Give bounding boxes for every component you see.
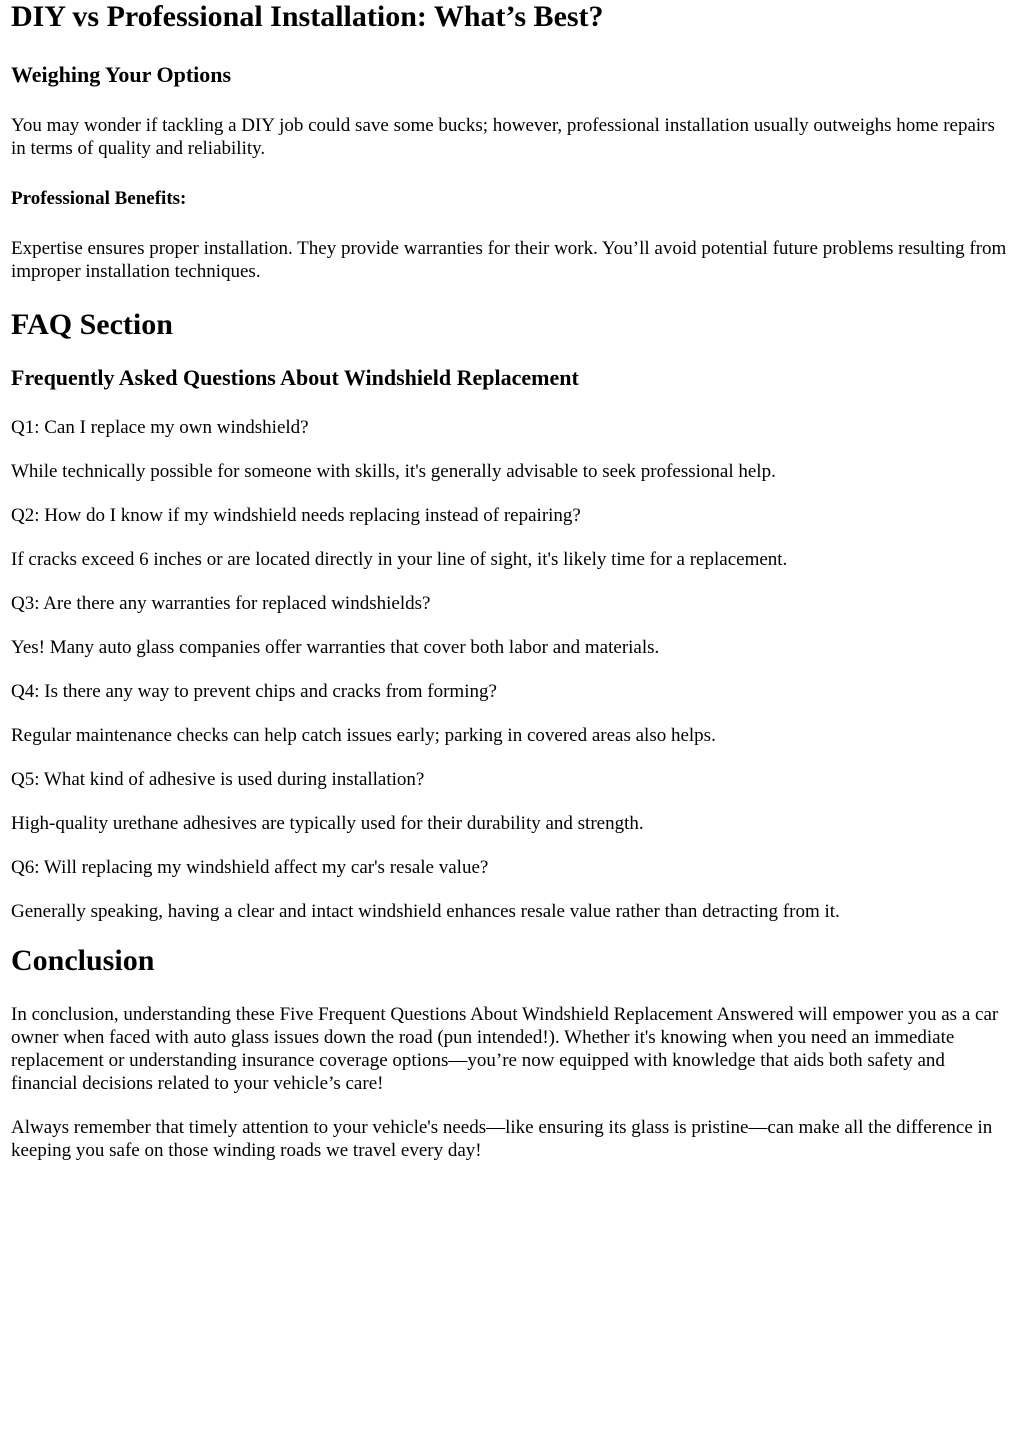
- faq-question: Q1: Can I replace my own windshield?: [11, 417, 309, 438]
- faq-answer: While technically possible for someone with skills, it's generally advisable to seek professional help.: [11, 461, 776, 482]
- faq-answer: Yes! Many auto glass companies offer warranties that cover both labor and materials.: [11, 637, 660, 658]
- faq-list: [11, 416, 1013, 923]
- faq-answer: Generally speaking, having a clear and intact windshield enhances resale value rather than detracting from it.: [11, 901, 840, 922]
- section-title-faq: FAQ Section: [11, 308, 173, 341]
- paragraph-diy-intro: You may wonder if tackling a DIY job could save some bucks; however, professional installation usually outweighs home repairs in terms of quality and reliability.: [11, 115, 995, 159]
- faq-question: Q2: How do I know if my windshield needs replacing instead of repairing?: [11, 505, 581, 526]
- section-title-conclusion: Conclusion: [11, 944, 155, 977]
- faq-answer: High-quality urethane adhesives are typically used for their durability and strength.: [11, 813, 644, 834]
- faq-question: Q5: What kind of adhesive is used during installation?: [11, 769, 425, 790]
- paragraph-professional-benefits: Expertise ensures proper installation. They provide warranties for their work. You’ll avoid potential future problems resulting from improper installation techniques.: [11, 238, 1007, 282]
- subtitle-weighing-options: Weighing Your Options: [11, 62, 232, 87]
- faq-question: Q6: Will replacing my windshield affect my car's resale value?: [11, 857, 489, 878]
- section-title-diy: DIY vs Professional Installation: What’s Best?: [11, 0, 604, 33]
- faq-answer: If cracks exceed 6 inches or are located directly in your line of sight, it's likely time for a replacement.: [11, 549, 788, 570]
- paragraph-conclusion-1: In conclusion, understanding these Five Frequent Questions About Windshield Replacement Answered will empower you as a car owner when faced with auto glass issues down the road (pun intended!). Whether it's knowing when you need an immediate replacement or understanding insurance coverage options—you’re now equipped with knowledge that aids both safety and financial decisions related to your vehicle’s care!: [11, 1004, 999, 1094]
- faq-answer: Regular maintenance checks can help catch issues early; parking in covered areas also helps.: [11, 725, 716, 746]
- faq-question: Q4: Is there any way to prevent chips and cracks from forming?: [11, 681, 497, 702]
- faq-question: Q3: Are there any warranties for replaced windshields?: [11, 593, 431, 614]
- label-professional-benefits: Professional Benefits:: [11, 188, 187, 209]
- subtitle-faq: Frequently Asked Questions About Windshield Replacement: [11, 365, 579, 390]
- paragraph-conclusion-2: Always remember that timely attention to your vehicle's needs—like ensuring its glass is pristine—can make all the difference in keeping you safe on those winding roads we travel every day!: [11, 1117, 993, 1161]
